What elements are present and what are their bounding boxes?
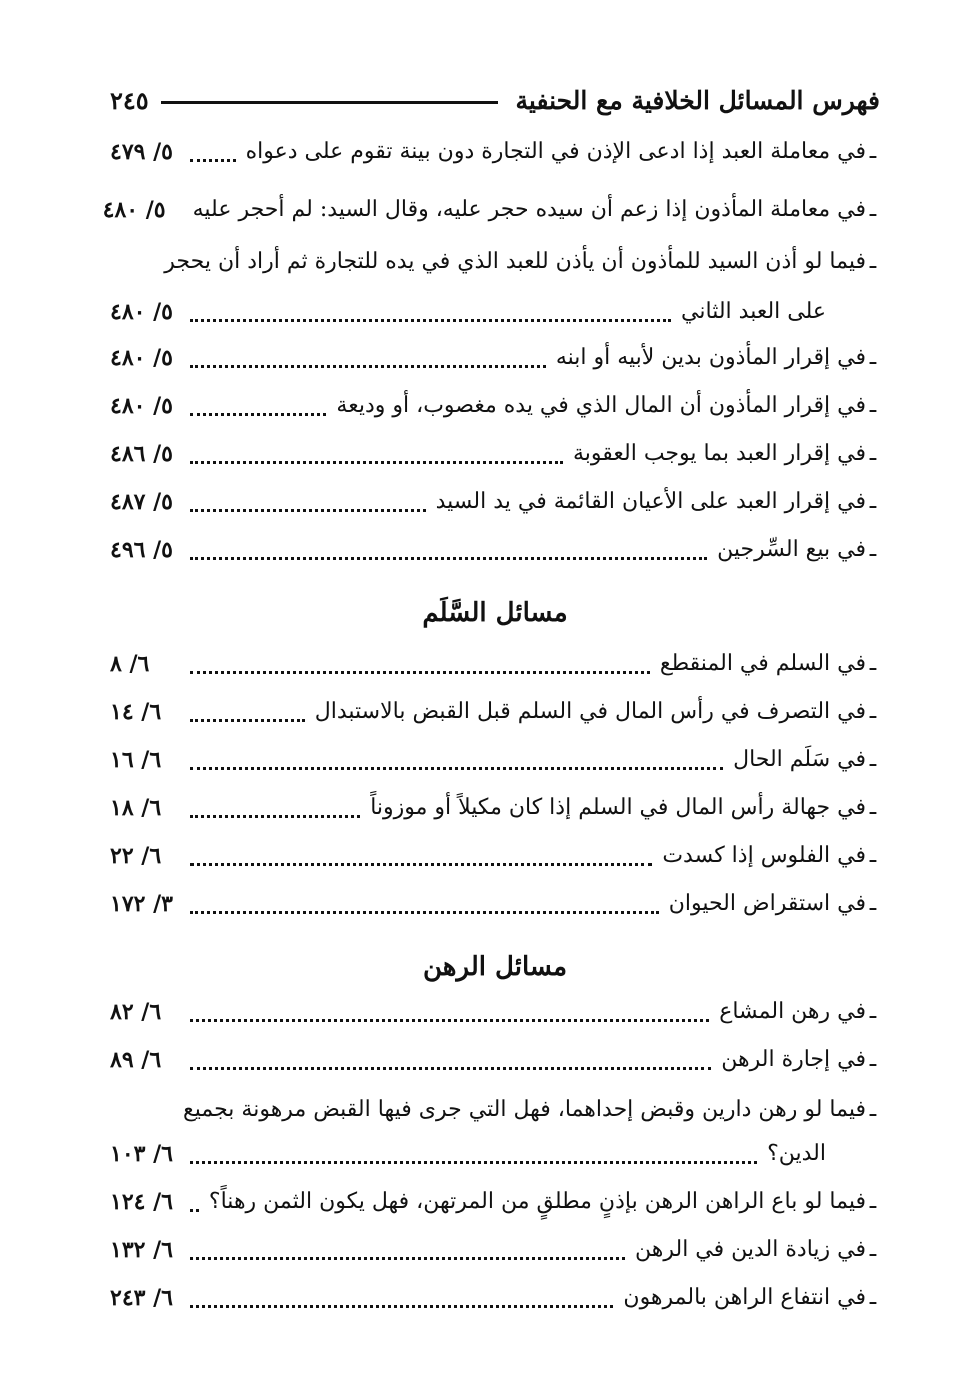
entry-ref: ٦/ ١٦ bbox=[110, 747, 162, 773]
entry-text: في إجارة الرهن bbox=[721, 1047, 866, 1072]
index-entry bbox=[110, 1230, 880, 1270]
entry-text: في استقراض الحيوان bbox=[668, 891, 866, 916]
index-entry bbox=[110, 1040, 880, 1080]
entry-dash: ـ bbox=[869, 1285, 877, 1310]
entry-ref: ٥/ ٤٩٦ bbox=[110, 537, 173, 563]
entry-text: في التصرف في رأس المال في السلم قبل القبض بالاستبدال bbox=[314, 699, 866, 724]
entry-text: في زيادة الدين في الرهن bbox=[635, 1237, 866, 1262]
entry-ref: ٣/ ١٧٢ bbox=[110, 891, 173, 917]
index-entry bbox=[110, 386, 880, 426]
leader-dots bbox=[190, 461, 563, 464]
entry-dash: ـ bbox=[869, 891, 877, 916]
index-entry bbox=[110, 740, 880, 780]
entry-text: في معاملة العبد إذا ادعى الإذن في التجارة دون بينة تقوم على دعواه bbox=[245, 139, 866, 164]
index-page bbox=[102, 70, 880, 1340]
index-entry bbox=[110, 242, 880, 282]
entry-text: في إقرار المأذون بدين لأبيه أو ابنه bbox=[555, 345, 866, 370]
entry-dash: ـ bbox=[869, 139, 877, 164]
entry-dash: ـ bbox=[869, 651, 877, 676]
index-entry bbox=[110, 992, 880, 1032]
entry-dash: ـ bbox=[869, 1047, 877, 1072]
section-title-salam: مسائل السَّلَم bbox=[422, 598, 568, 628]
entry-ref: ٦/ ٨٩ bbox=[110, 1047, 162, 1073]
entry-ref: ٦/ ١٤ bbox=[110, 699, 162, 725]
entry-text: فيما لو أذن السيد للمأذون أن يأذن للعبد الذي في يده للتجارة ثم أراد أن يحجر bbox=[164, 249, 866, 274]
leader-dots bbox=[190, 365, 546, 368]
entry-text: في جهالة رأس المال في السلم إذا كان مكيلاً أو موزوناً bbox=[370, 795, 866, 820]
entry-dash: ـ bbox=[869, 489, 877, 514]
leader-dots bbox=[190, 719, 305, 722]
entry-ref: ٥/ ٤٨٦ bbox=[110, 441, 173, 467]
index-entry bbox=[102, 190, 880, 230]
leader-dots bbox=[190, 1019, 709, 1022]
index-entry bbox=[110, 482, 880, 522]
entry-dash: ـ bbox=[869, 1097, 877, 1122]
entry-dash: ـ bbox=[869, 345, 877, 370]
entry-text: في إقرار العبد بما يوجب العقوبة bbox=[572, 441, 866, 466]
entry-ref: ٦/ ١٣٢ bbox=[110, 1237, 173, 1263]
entry-text: فيما لو باع الراهن الرهن بإذنٍ مطلقٍ من المرتهن، فهل يكون الثمن رهناً؟ bbox=[208, 1189, 866, 1214]
header-rule bbox=[161, 101, 498, 104]
entry-ref: ٥/ ٤٨٠ bbox=[110, 345, 173, 371]
entry-text: الدين؟ bbox=[767, 1141, 826, 1166]
entry-ref: ٦/ ٨ bbox=[110, 651, 150, 677]
index-entry bbox=[110, 884, 880, 924]
entry-ref: ٦/ ٢٤٣ bbox=[110, 1285, 173, 1311]
entry-text: في الفلوس إذا كسدت bbox=[662, 843, 866, 868]
entry-dash: ـ bbox=[869, 1237, 877, 1262]
index-entry bbox=[110, 836, 880, 876]
leader-dots bbox=[190, 1305, 613, 1308]
entry-text: في بيع السِّرجين bbox=[717, 537, 866, 562]
leader-dots bbox=[190, 911, 659, 914]
entry-dash: ـ bbox=[869, 699, 877, 724]
leader-dots bbox=[190, 767, 723, 770]
entry-ref: ٥/ ٤٨٠ bbox=[110, 299, 173, 325]
index-entry bbox=[110, 338, 880, 378]
leader-dots bbox=[190, 1257, 625, 1260]
leader-dots bbox=[190, 1161, 757, 1164]
page-header bbox=[110, 80, 880, 120]
entry-dash: ـ bbox=[869, 393, 877, 418]
index-entry-continuation bbox=[110, 292, 880, 332]
entry-dash: ـ bbox=[869, 1189, 877, 1214]
index-entry bbox=[110, 1090, 880, 1130]
leader-dots bbox=[190, 815, 360, 818]
index-entry bbox=[110, 1278, 880, 1318]
leader-dots bbox=[190, 319, 671, 322]
entry-ref: ٦/ ٨٢ bbox=[110, 999, 162, 1025]
page-number: ٢٤٥ bbox=[110, 85, 149, 115]
entry-text: فيما لو رهن دارين وقبض إحداهما، فهل التي جرى فيها القبض مرهونة بجميع bbox=[183, 1097, 866, 1122]
index-entry-continuation bbox=[110, 1134, 880, 1174]
entry-text: في سَلَم الحال bbox=[733, 747, 866, 772]
entry-text: في رهن المشاع bbox=[719, 999, 866, 1024]
entry-ref: ٦/ ١٢٤ bbox=[110, 1189, 173, 1215]
entry-dash: ـ bbox=[869, 999, 877, 1024]
entry-dash: ـ bbox=[869, 747, 877, 772]
leader-dots bbox=[190, 557, 707, 560]
entry-ref: ٥/ ٤٨٠ bbox=[102, 197, 166, 223]
entry-dash: ـ bbox=[869, 441, 877, 466]
entry-ref: ٦/ ٢٢ bbox=[110, 843, 162, 869]
entry-text: في السلم في المنقطع bbox=[659, 651, 866, 676]
entry-dash: ـ bbox=[869, 197, 877, 222]
leader-dots bbox=[190, 413, 326, 416]
leader-dots bbox=[190, 1067, 711, 1070]
entry-dash: ـ bbox=[869, 843, 877, 868]
entry-text: في إقرار العبد على الأعيان القائمة في يد السيد bbox=[435, 489, 866, 514]
leader-dots bbox=[190, 159, 236, 162]
leader-dots bbox=[190, 863, 652, 866]
index-entry bbox=[110, 530, 880, 570]
index-entry bbox=[110, 692, 880, 732]
leader-dots bbox=[190, 671, 650, 674]
entry-text: في معاملة المأذون إذا زعم أن سيده حجر عليه، وقال السيد: لم أحجر عليه bbox=[192, 197, 866, 222]
leader-dots bbox=[190, 509, 426, 512]
index-entry bbox=[110, 434, 880, 474]
entry-ref: ٥/ ٤٨٠ bbox=[110, 393, 173, 419]
entry-text: في إقرار المأذون أن المال الذي في يده مغصوب، أو وديعة bbox=[336, 393, 866, 418]
entry-ref: ٥/ ٤٧٩ bbox=[110, 139, 173, 165]
entry-ref: ٦/ ١٨ bbox=[110, 795, 162, 821]
entry-dash: ـ bbox=[869, 537, 877, 562]
entry-text: في انتفاع الراهن بالمرهون bbox=[623, 1285, 866, 1310]
entry-dash: ـ bbox=[869, 249, 877, 274]
entry-dash: ـ bbox=[869, 795, 877, 820]
index-entry bbox=[110, 644, 880, 684]
index-entry bbox=[110, 132, 880, 172]
entry-ref: ٦/ ١٠٣ bbox=[110, 1141, 173, 1167]
index-entry bbox=[110, 788, 880, 828]
section-title-rahn: مسائل الرهن bbox=[422, 952, 567, 982]
leader-dots bbox=[190, 1209, 199, 1212]
entry-ref: ٥/ ٤٨٧ bbox=[110, 489, 173, 515]
index-entry bbox=[110, 1182, 880, 1222]
entry-text: على العبد الثاني bbox=[681, 299, 826, 324]
running-title: فهرس المسائل الخلافية مع الحنفية bbox=[515, 85, 880, 115]
